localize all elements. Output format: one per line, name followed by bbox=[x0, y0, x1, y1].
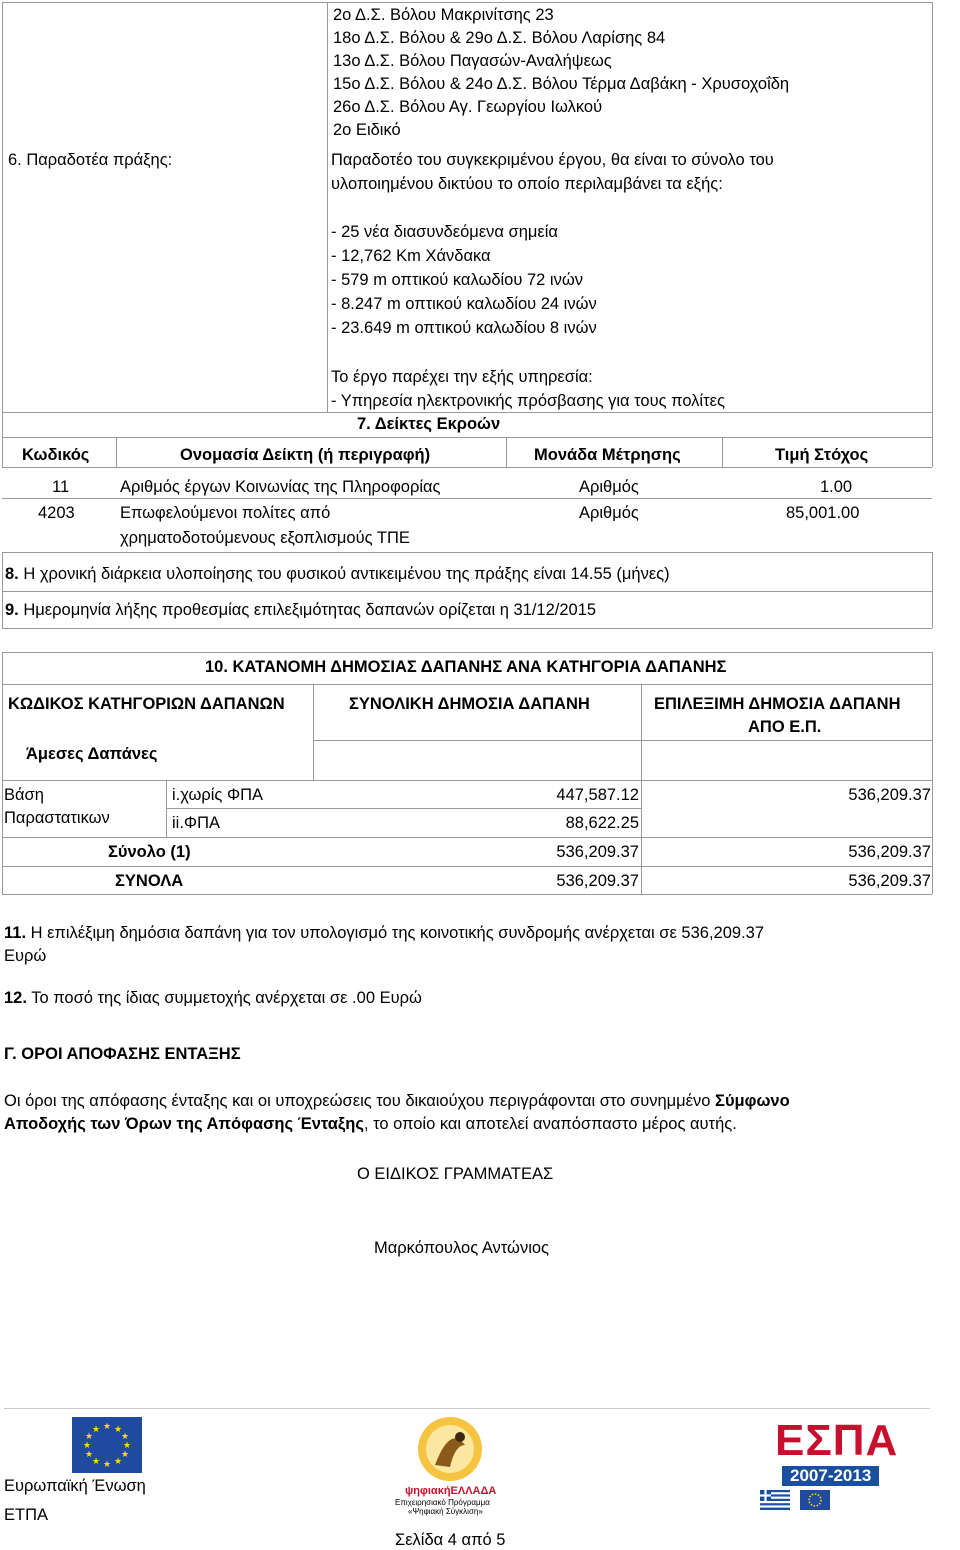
svg-text:★: ★ bbox=[91, 1425, 101, 1435]
footer-rule bbox=[4, 1408, 930, 1409]
top-frame-top bbox=[2, 2, 932, 3]
top-frame-left bbox=[2, 2, 3, 467]
signature-role: Ο ΕΙΔΙΚΟΣ ΓΡΑΜΜΑΤΕΑΣ bbox=[357, 1165, 554, 1183]
row-excl-vat-label: i.χωρίς ΦΠΑ bbox=[172, 786, 264, 804]
s10-col-div-2 bbox=[641, 684, 642, 780]
col-category-code: ΚΩΔΙΚΟΣ ΚΑΤΗΓΟΡΙΩΝ ΔΑΠΑΝΩΝ bbox=[8, 695, 285, 713]
digital-greece-sub1: Επιχειρησιακό Πρόγραμμα bbox=[395, 1498, 490, 1507]
section6-intro-1: Παραδοτέο του συγκεκριμένου έργου, θα είναι το σύνολο του bbox=[331, 151, 774, 169]
row-totals-eligible: 536,209.37 bbox=[848, 872, 931, 890]
row-vat-total: 88,622.25 bbox=[565, 814, 639, 832]
svg-text:★: ★ bbox=[82, 1441, 92, 1451]
section7-header-bottom-rule bbox=[2, 467, 932, 468]
school-line: 15ο Δ.Σ. Βόλου & 24ο Δ.Σ. Βόλου Τέρμα Δαβάκη - Χρυσοχοΐδη bbox=[333, 75, 790, 93]
row-totals-total: 536,209.37 bbox=[556, 872, 639, 890]
indicator-target: 1.00 bbox=[820, 478, 853, 496]
deliverable-item: - 8.247 m οπτικού καλωδίου 24 ινών bbox=[331, 295, 597, 313]
indicator-name: Αριθμός έργων Κοινωνίας της Πληροφορίας bbox=[120, 478, 441, 496]
svg-text:★: ★ bbox=[120, 1432, 130, 1442]
header-code: Κωδικός bbox=[22, 446, 90, 464]
service-item: - Υπηρεσία ηλεκτρονικής πρόσβασης για τους πολίτες bbox=[331, 392, 725, 410]
s8-frame-left bbox=[2, 552, 3, 628]
section7-top-rule bbox=[2, 412, 932, 413]
header-divider-3 bbox=[722, 437, 723, 467]
svg-text:★: ★ bbox=[102, 1422, 112, 1432]
digital-greece-title: ψηφιακήΕΛΛΑΔΑ bbox=[405, 1485, 497, 1497]
indicator-name: Επωφελούμενοι πολίτες από bbox=[120, 504, 331, 522]
page-number: Σελίδα 4 από 5 bbox=[395, 1531, 506, 1549]
indicator-target: 85,001.00 bbox=[786, 504, 860, 522]
section11-line1: 11. Η επιλέξιμη δημόσια δαπάνη για τον υπολογισμό της κοινοτικής συνδρομής ανέρχεται σε 536,209.37 bbox=[4, 924, 765, 942]
svg-text:★: ★ bbox=[120, 1450, 130, 1460]
row-totals-label: ΣΥΝΟΛΑ bbox=[115, 872, 184, 890]
school-list bbox=[333, 5, 790, 139]
section-g-line2: Αποδοχής των Όρων της Απόφασης Ένταξης, το οποίο και αποτελεί αναπόσπαστο μέρος αυτής. bbox=[4, 1115, 737, 1133]
svg-text:★: ★ bbox=[84, 1450, 94, 1460]
indicator-row-rule bbox=[2, 498, 932, 499]
row-sum1-eligible: 536,209.37 bbox=[848, 843, 931, 861]
svg-text:★: ★ bbox=[91, 1457, 101, 1467]
eu-flag-logo bbox=[72, 1417, 142, 1473]
svg-text:★: ★ bbox=[113, 1457, 123, 1467]
row-sum1-total: 536,209.37 bbox=[556, 843, 639, 861]
section9-rule bbox=[2, 628, 932, 629]
indicator-unit: Αριθμός bbox=[579, 504, 639, 522]
eu-label: Ευρωπαϊκή Ένωση bbox=[4, 1477, 146, 1495]
row-excl-vat-total: 447,587.12 bbox=[556, 786, 639, 804]
indicator-name-cont: χρηματοδοτούμενους εξοπλισμούς ΤΠΕ bbox=[120, 529, 410, 547]
indicator-unit: Αριθμός bbox=[579, 478, 639, 496]
section11-line2: Ευρώ bbox=[4, 947, 47, 965]
school-line: 18ο Δ.Σ. Βόλου & 29ο Δ.Σ. Βόλου Λαρίσης 84 bbox=[333, 29, 666, 47]
svg-text:★: ★ bbox=[84, 1432, 94, 1442]
s10-title-rule bbox=[2, 684, 932, 685]
espa-years: 2007-2013 bbox=[782, 1466, 879, 1486]
row-i-rule bbox=[166, 808, 641, 809]
basis-label-1: Βάση bbox=[4, 786, 44, 804]
direct-costs-label: Άμεσες Δαπάνες bbox=[26, 745, 158, 763]
service-intro: Το έργο παρέχει την εξής υπηρεσία: bbox=[331, 368, 593, 386]
espa-logo-text: ΕΣΠΑ bbox=[775, 1416, 899, 1465]
s8-frame-right bbox=[932, 552, 933, 628]
header-divider-1 bbox=[116, 437, 117, 467]
s10-bottom bbox=[2, 894, 932, 895]
row-vat-label: ii.ΦΠΑ bbox=[172, 814, 221, 832]
indicator-code: 11 bbox=[52, 478, 70, 496]
deliverable-item: - 12,762 Km Χάνδακα bbox=[331, 247, 491, 265]
digital-greece-sub2: «Ψηφιακή Σύγκλιση» bbox=[408, 1507, 483, 1516]
deliverable-item: - 25 νέα διασυνδεόμενα σημεία bbox=[331, 223, 558, 241]
section10-title: 10. ΚΑΤΑΝΟΜΗ ΔΗΜΟΣΙΑΣ ΔΑΠΑΝΗΣ ΑΝΑ ΚΑΤΗΓΟΡΙΑ ΔΑΠΑΝΗΣ bbox=[205, 658, 727, 676]
section9-text: 9. Ημερομηνία λήξης προθεσμίας επιλεξιμότητας δαπανών ορίζεται η 31/12/2015 bbox=[5, 601, 597, 619]
eu-small-flag-icon bbox=[800, 1490, 830, 1510]
section8-rule bbox=[2, 591, 932, 592]
section12-text: 12. Το ποσό της ίδιας συμμετοχής ανέρχεται σε .00 Ευρώ bbox=[4, 989, 422, 1007]
row-ii-rule bbox=[2, 837, 932, 838]
col-total-public: ΣΥΝΟΛΙΚΗ ΔΗΜΟΣΙΑ ΔΑΠΑΝΗ bbox=[349, 695, 590, 713]
s10-right bbox=[932, 652, 933, 894]
school-line: 13ο Δ.Σ. Βόλου Παγασών-Αναλήψεως bbox=[333, 52, 612, 70]
row-sum1-rule bbox=[2, 866, 932, 867]
section-g-line1: Οι όροι της απόφασης ένταξης και οι υποχρεώσεις του δικαιούχου περιγράφονται στο συνημμένο Σύμφωνο bbox=[4, 1092, 790, 1110]
header-divider-2 bbox=[506, 437, 507, 467]
greek-flag-icon bbox=[760, 1490, 790, 1510]
deliverable-item: - 579 m οπτικού καλωδίου 72 ινών bbox=[331, 271, 583, 289]
top-frame-right bbox=[932, 2, 933, 467]
digital-greece-logo bbox=[405, 1415, 495, 1483]
section-g-title: Γ. ΟΡΟΙ ΑΠΟΦΑΣΗΣ ΕΝΤΑΞΗΣ bbox=[4, 1045, 241, 1063]
svg-text:★: ★ bbox=[113, 1425, 123, 1435]
header-target: Τιμή Στόχος bbox=[775, 446, 869, 464]
s10-col-div-1 bbox=[313, 684, 314, 780]
school-line: 2ο Ειδικό bbox=[333, 121, 401, 139]
row-excl-vat-eligible: 536,209.37 bbox=[848, 786, 931, 804]
col-eligible-public-1: ΕΠΙΛΕΞΙΜΗ ΔΗΜΟΣΙΑ ΔΑΠΑΝΗ bbox=[654, 695, 901, 713]
col-eligible-public-2: ΑΠΟ Ε.Π. bbox=[748, 718, 822, 736]
section6-intro-2: υλοποιημένου δικτύου το οποίο περιλαμβάνει τα εξής: bbox=[331, 175, 723, 193]
section6-label: 6. Παραδοτέα πράξης: bbox=[8, 151, 173, 169]
section7-bottom-rule bbox=[2, 552, 932, 553]
school-line: 2ο Δ.Σ. Βόλου Μακρινίτσης 23 bbox=[333, 6, 554, 24]
svg-text:★: ★ bbox=[102, 1460, 112, 1470]
s10-head-mid-rule bbox=[313, 740, 932, 741]
erdf-label: ΕΤΠΑ bbox=[4, 1506, 49, 1524]
row-sum1-label: Σύνολο (1) bbox=[108, 843, 191, 861]
school-line: 26ο Δ.Σ. Βόλου Αγ. Γεωργίου Ιωλκού bbox=[333, 98, 603, 116]
s10-top bbox=[2, 652, 932, 653]
basis-label-2: Παραστατικων bbox=[4, 809, 110, 827]
s10-left bbox=[2, 652, 3, 894]
s10-head-bottom-rule bbox=[2, 780, 932, 781]
section7-header-rule bbox=[2, 437, 932, 438]
indicator-code: 4203 bbox=[38, 504, 75, 522]
section8-text: 8. Η χρονική διάρκεια υλοποίησης του φυσικού αντικειμένου της πράξης είναι 14.55 (μήνες) bbox=[5, 565, 670, 583]
deliverable-item: - 23.649 m οπτικού καλωδίου 8 ινών bbox=[331, 319, 597, 337]
label-col-divider bbox=[327, 2, 328, 412]
header-indicator-name: Ονομασία Δείκτη (ή περιγραφή) bbox=[180, 446, 431, 464]
signature-name: Μαρκόπουλος Αντώνιος bbox=[374, 1239, 549, 1257]
section7-title: 7. Δείκτες Εκροών bbox=[357, 415, 501, 433]
svg-text:★: ★ bbox=[122, 1441, 132, 1451]
header-unit: Μονάδα Μέτρησης bbox=[534, 446, 681, 464]
